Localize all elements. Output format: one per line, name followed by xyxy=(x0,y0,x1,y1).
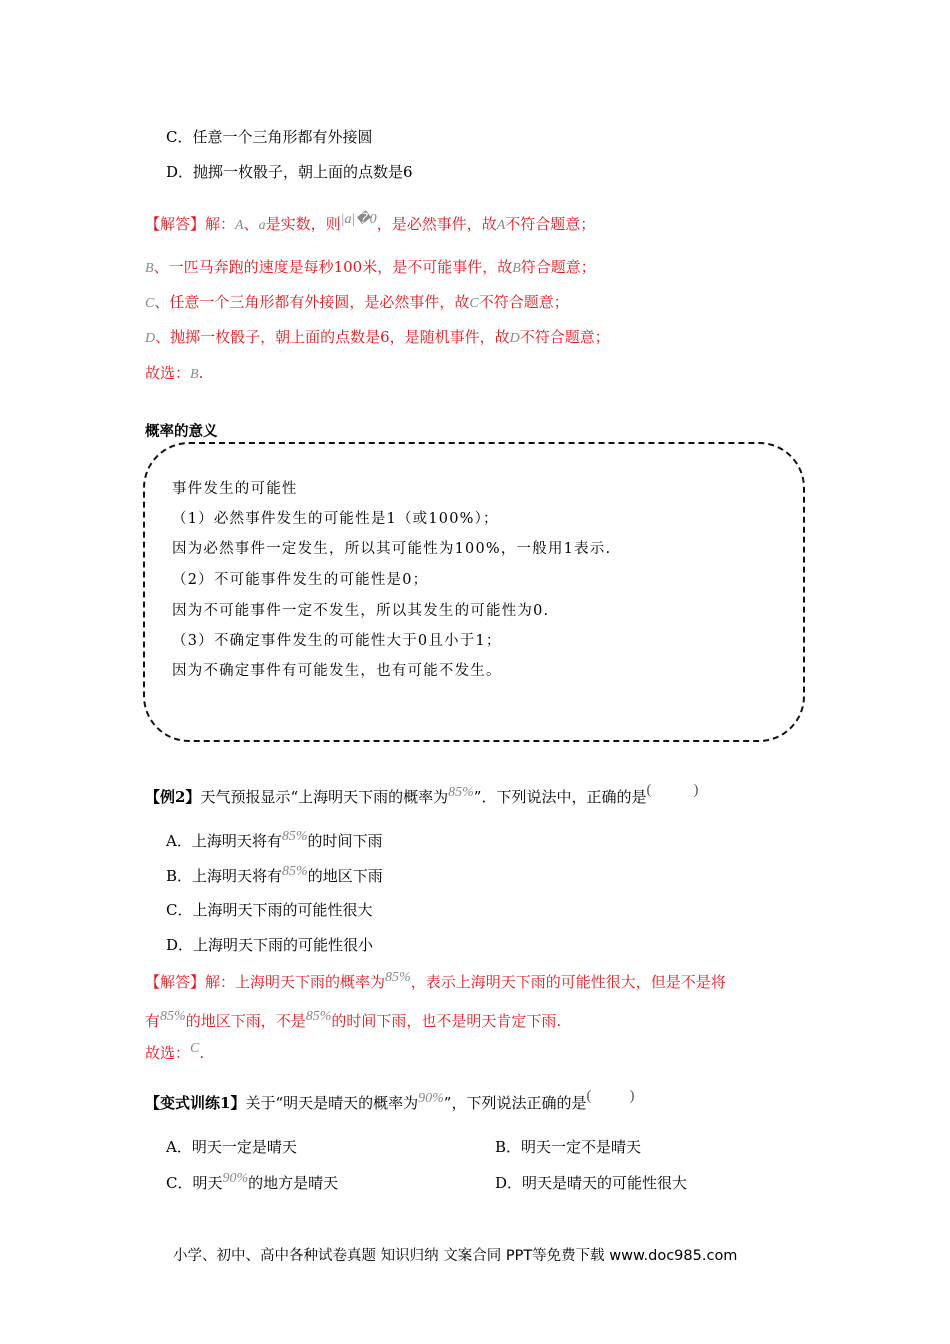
answer-text: 符合题意； xyxy=(520,258,596,276)
example-2-question xyxy=(145,782,699,810)
answer-text: 故选： xyxy=(145,1044,191,1062)
answer-text: 故选： xyxy=(145,364,191,382)
option-text: 的地方是晴天 xyxy=(248,1174,339,1192)
answer-text: 的时间下雨，也不是明天肯定下雨. xyxy=(331,1012,562,1030)
option-c: C．任意一个三角形都有外接圆 xyxy=(166,128,373,146)
answer-2-line-2 xyxy=(145,1010,561,1034)
option-text: 的时间下雨 xyxy=(307,832,383,850)
variant-1-option-b: B．明天一定不是晴天 xyxy=(495,1138,642,1156)
answer-text: 的地区下雨，不是 xyxy=(185,1012,306,1030)
math-expr: 85% xyxy=(282,864,308,879)
answer-paren-close: ) xyxy=(629,1088,635,1104)
math-var: C xyxy=(469,296,479,311)
math-expr: 85% xyxy=(385,970,411,985)
answer-paren-close: ) xyxy=(693,782,699,798)
answer-text: ，表示上海明天下雨的可能性很大，但是不是将 xyxy=(410,973,726,991)
math-expr: 85% xyxy=(281,829,308,844)
answer-1-line-4 xyxy=(145,326,610,350)
answer-text: . xyxy=(199,1044,205,1062)
box-line: 因为不可能事件一定不发生，所以其发生的可能性为0. xyxy=(172,603,550,619)
answer-2-line-1 xyxy=(145,971,726,995)
math-var: A xyxy=(235,218,244,233)
math-var: D xyxy=(145,331,156,346)
math-var: A xyxy=(496,218,506,233)
math-var: C xyxy=(145,296,155,311)
option-text: 的地区下雨 xyxy=(307,867,383,885)
option-text: B．上海明天将有 xyxy=(166,867,283,885)
box-line: （3）不确定事件发生的可能性大于0且小于1； xyxy=(172,633,502,649)
question-text: ”，下列说法正确的是 xyxy=(443,1094,587,1112)
option-text: C．明天 xyxy=(166,1174,223,1192)
math-var: B xyxy=(512,261,521,276)
math-expr: 90% xyxy=(222,1171,249,1186)
answer-text: 不符合题意； xyxy=(505,215,596,233)
answer-paren-open: ( xyxy=(646,782,652,798)
math-var: B xyxy=(145,261,154,276)
answer-text: ，是必然事件，故 xyxy=(376,215,497,233)
math-var: B xyxy=(190,367,199,382)
answer-2-line-3 xyxy=(145,1042,204,1066)
variant-1-option-c xyxy=(166,1172,338,1196)
answer-text: 是实数，则 xyxy=(265,215,341,233)
answer-text: 、任意一个三角形都有外接圆，是必然事件，故 xyxy=(154,293,470,311)
answer-text: 、 xyxy=(243,215,259,233)
question-text: ”．下列说法中，正确的是 xyxy=(473,788,647,806)
answer-1-line-2 xyxy=(145,256,596,280)
question-text: 关于“明天是晴天的概率为 xyxy=(245,1094,419,1112)
question-text: 天气预报显示“上海明天下雨的概率为 xyxy=(200,788,449,806)
example-2-option-c: C．上海明天下雨的可能性很大 xyxy=(166,901,373,919)
example-2-option-b xyxy=(166,865,383,889)
answer-tag: 【解答】 xyxy=(145,973,206,991)
box-line: （2）不可能事件发生的可能性是0； xyxy=(172,572,429,588)
variant-1-option-d: D．明天是晴天的可能性很大 xyxy=(495,1174,688,1192)
answer-text: 、一匹马奔跑的速度是每秒100米，是不可能事件，故 xyxy=(153,258,513,276)
example-tag: 【例2】 xyxy=(145,788,201,806)
answer-1-line-5 xyxy=(145,362,203,386)
option-text: A．上海明天将有 xyxy=(166,832,282,850)
answer-text: 解： xyxy=(205,215,236,233)
example-2-option-d: D．上海明天下雨的可能性很小 xyxy=(166,936,374,954)
box-line: 因为不确定事件有可能发生，也有可能不发生。 xyxy=(172,663,502,679)
box-line: （1）必然事件发生的可能性是1（或100%）； xyxy=(172,511,499,527)
box-line: 因为必然事件一定发生，所以其可能性为100%，一般用1表示. xyxy=(172,541,612,557)
math-var: C xyxy=(190,1041,200,1056)
answer-text: 不符合题意； xyxy=(519,328,610,346)
math-var: D xyxy=(509,331,520,346)
page-footer: 小学、初中、高中各种试卷真题 知识归纳 文案合同 PPT等免费下载 www.doc985.com xyxy=(173,1248,738,1264)
option-d: D．抛掷一枚骰子，朝上面的点数是6 xyxy=(166,163,413,181)
math-expr: 85% xyxy=(448,785,474,800)
variant-tag: 【变式训练1】 xyxy=(145,1094,246,1112)
answer-text: 、抛掷一枚骰子，朝上面的点数是6，是随机事件，故 xyxy=(155,328,510,346)
example-2-option-a xyxy=(166,830,383,854)
answer-text: 解：上海明天下雨的概率为 xyxy=(205,973,386,991)
math-expr: 85% xyxy=(160,1009,186,1024)
math-expr: 85% xyxy=(305,1009,332,1024)
answer-text: 有 xyxy=(145,1012,161,1030)
math-expr: |a|�0 xyxy=(340,212,377,227)
variant-1-option-a: A．明天一定是晴天 xyxy=(166,1138,297,1156)
answer-paren-open: ( xyxy=(586,1088,592,1104)
answer-text: 不符合题意； xyxy=(478,293,569,311)
section-title: 概率的意义 xyxy=(145,424,218,440)
box-line: 事件发生的可能性 xyxy=(172,481,298,497)
math-var: a xyxy=(258,218,266,233)
answer-1-line-1 xyxy=(145,213,595,237)
math-expr: 90% xyxy=(418,1091,444,1106)
answer-1-line-3 xyxy=(145,291,569,315)
variant-1-question xyxy=(145,1088,635,1116)
answer-tag: 【解答】 xyxy=(145,215,206,233)
answer-text: . xyxy=(198,364,204,382)
